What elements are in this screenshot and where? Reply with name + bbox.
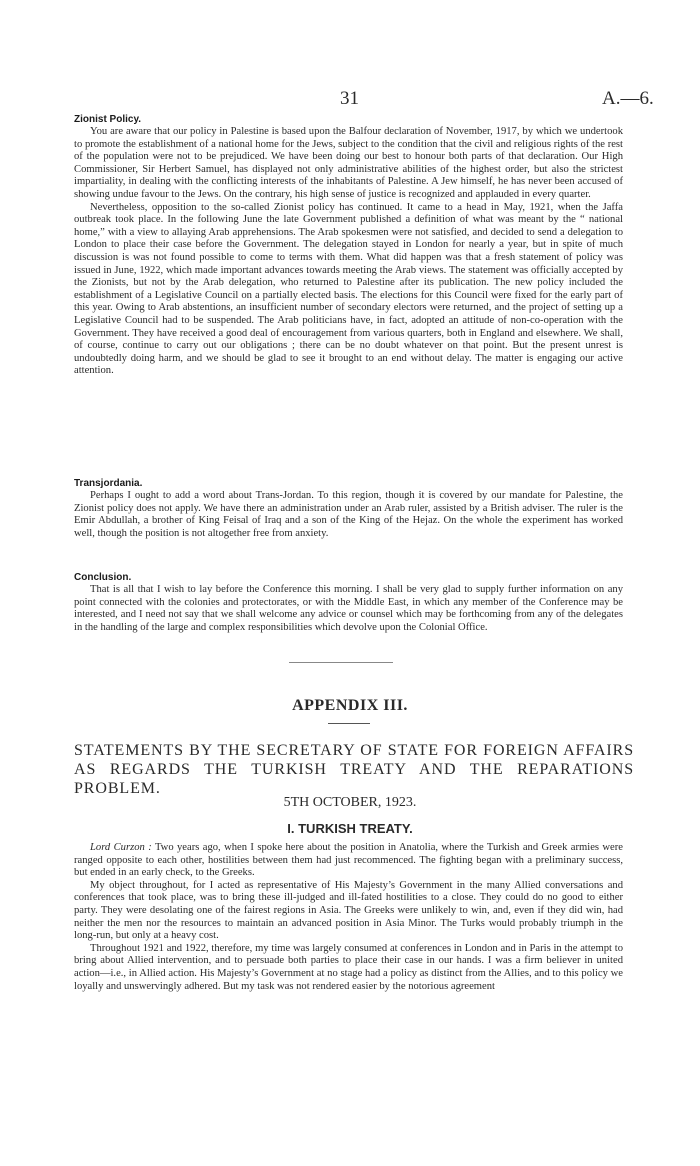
divider-rule-short bbox=[328, 723, 370, 724]
paragraph: My object throughout, for I acted as representative of His Majesty’s Government in the many Allied conversations and conferences that took place, was to bring these ill-judged and ill-fated hostilities to a close. They could do no good to either party. They were desolating one of the fairest regions in Asia. The Greeks were unlikely to win, and, even if they did win, had neither the men nor the resources to maintain an advanced position in Asia Minor. The Turks would probably triumph in the long-run, but only at a heavy cost. bbox=[74, 879, 623, 942]
date-line: 5TH OCTOBER, 1923. bbox=[283, 795, 417, 810]
statement-title: STATEMENTS BY THE SECRETARY OF STATE FOR FOREIGN AFFAIRS AS REGARDS THE TURKISH TREATY AND THE REPARATIONS PROBLEM. bbox=[74, 742, 634, 797]
section-heading-transjordania: Transjordania. bbox=[74, 478, 143, 489]
page-reference: A.—6. bbox=[602, 88, 654, 109]
appendix-title: APPENDIX III. bbox=[292, 697, 408, 714]
paragraph: You are aware that our policy in Palestine is based upon the Balfour declaration of November, 1917, by which we undertook to promote the establishment of a national home for the Jews, subject to the condition that the civil and religious rights of the rest of the population were not to be prejudiced. We have been doing our best to honour both parts of that declaration. Our High Commissioner, Sir Herbert Samuel, has displayed not only administrative abilities of the highest order, but also the strictest impartiality, in dealing with the conflicting interests of the inhabitants of Palestine. A Jew himself, he has never been accused of showing undue favour to the Jews. On the contrary, his high sense of justice is recognized and applauded in every quarter. bbox=[74, 126, 623, 200]
divider-rule bbox=[289, 662, 393, 663]
paragraph: That is all that I wish to lay before the Conference this morning. I shall be very glad to supply further information on any point connected with the colonies and protectorates, or with the Middle East, in which any member of the Conference may be interested, and I need not say that we shall welcome any advice or counsel which may be forthcoming from any of the delegates in the handling of the large and complex responsibilities which devolve upon the Colonial Office. bbox=[74, 584, 623, 633]
paragraph: Nevertheless, opposition to the so-called Zionist policy has continued. It came to a head in May, 1921, when the Jaffa outbreak took place. In the following June the late Government published a definition of what was meant by the “ national home,” with a view to allaying Arab apprehensions. The Arab spokesmen were not satisfied, and decided to send a delegation to London to place their case before the Government. The delegation stayed in London for nearly a year, but in spite of much discussion is was not found possible to come to terms with them. What did happen was that a fresh statement of policy was issued in June, 1922, which made important advances towards meeting the Arab views. The statement was officially accepted by the Zionists, but not by the Arab delegation, who returned to Palestine after its publication. The new policy included the establishment of a Legislative Council on a partially elected basis. The elections for this Council were fixed for the early part of this year. Owing to Arab abstentions, an insufficient number of secondary electors were returned, and the project of setting up a Legislative Council had to be suspended. The Arab politicians have, in fact, adopted an attitude of non-co-operation with the Government. They have received a good deal of encouragement from various quarters, both in England and elsewhere. We shall, of course, continue to carry out our obligations ; there can be no doubt whatever on that point. But the present unrest is undoubtedly doing harm, and we should be glad to see it brought to an end without delay. The matter is engaging our active attention. bbox=[74, 201, 623, 377]
turkish-treaty-text bbox=[74, 842, 623, 993]
speaker-name: Lord Curzon : bbox=[90, 842, 152, 853]
paragraph bbox=[74, 842, 623, 880]
paragraph: Perhaps I ought to add a word about Trans-Jordan. To this region, though it is covered by our mandate for Palestine, the Zionist policy does not apply. We have there an administration under an Arab ruler, assisted by a British adviser. The ruler is the Emir Abdullah, a brother of King Feisal of Iraq and a son of the King of the Hejaz. On the whole the experiment has worked well, though the position is not altogether free from anxiety. bbox=[74, 490, 623, 539]
page-number: 31 bbox=[340, 88, 359, 109]
section-heading-turkish-treaty: I. TURKISH TREATY. bbox=[287, 821, 413, 836]
zionist-policy-text bbox=[74, 126, 623, 378]
paragraph-text: Two years ago, when I spoke here about the position in Anatolia, where the Turkish and Greek armies were ranged opposite to each other, hostilities between them had just recommenced. The fighting began with a preliminary success, but ended in an early check, to the Greeks. bbox=[74, 842, 623, 879]
paragraph: Throughout 1921 and 1922, therefore, my time was largely consumed at conferences in London and in Paris in the attempt to bring about Allied intervention, and to persuade both parties to place their case in our hands. I was a firm believer in united action—i.e., in Allied action. His Majesty’s Government at no stage had a policy as distinct from the Allies, and to this policy we loyally and unswervingly adhered. But my task was not rendered easier by the notorious agreement bbox=[74, 942, 623, 992]
transjordania-text bbox=[74, 490, 623, 540]
section-heading-zionist-policy: Zionist Policy. bbox=[74, 114, 142, 125]
section-heading-conclusion: Conclusion. bbox=[74, 572, 132, 583]
conclusion-text bbox=[74, 584, 623, 634]
